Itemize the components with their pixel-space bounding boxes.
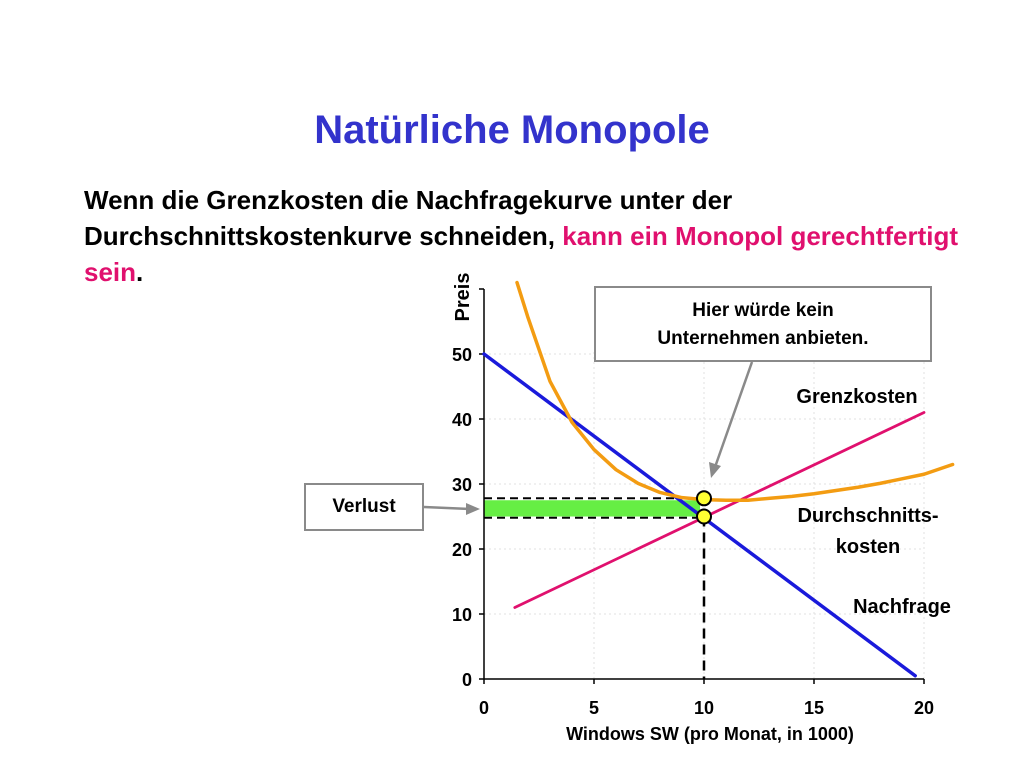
loss-area <box>484 500 700 516</box>
callout-top-line2: Unternehmen anbieten. <box>657 328 869 349</box>
x-tick-label: 20 <box>913 698 935 718</box>
y-tick-label: 20 <box>451 540 472 560</box>
series-label-nachfrage: Nachfrage <box>853 596 951 618</box>
series-label-grenzkosten: Grenzkosten <box>796 386 918 408</box>
callout-top-arrow <box>714 362 752 470</box>
intro-highlight: kann ein Monopol gerechtfertigt sein <box>84 221 959 287</box>
series-label-durchschnittskosten-2: kosten <box>835 536 901 558</box>
intro-end: . <box>136 257 144 287</box>
y-tick-label: 40 <box>451 410 472 430</box>
x-tick-label: 0 <box>478 698 490 718</box>
callout-top-arrowhead <box>709 462 721 478</box>
y-axis-label: Preis <box>452 272 474 322</box>
data-point <box>697 491 711 505</box>
callout-loss-arrow <box>424 507 470 509</box>
callout-loss: Verlust <box>304 483 424 531</box>
y-tick-label: 10 <box>451 605 472 625</box>
callout-no-supplier <box>594 286 932 362</box>
x-axis-label: Windows SW (pro Monat, in 1000) <box>566 724 854 744</box>
y-tick-label: 50 <box>451 345 472 365</box>
slide-title: Natürliche Monopole <box>314 108 710 152</box>
callout-loss-arrowhead <box>466 503 480 515</box>
series-label-durchschnittskosten-1: Durchschnitts- <box>797 505 939 527</box>
intro-part1: Wenn die Grenzkosten die Nachfragekurve unter der Durchschnittskostenkurve schneiden, <box>84 185 733 251</box>
data-point <box>697 510 711 524</box>
x-tick-label: 10 <box>693 698 715 718</box>
x-tick-label: 5 <box>588 698 600 718</box>
callout-top-line1: Hier würde kein <box>692 300 834 321</box>
y-tick-label: 0 <box>461 670 472 690</box>
y-tick-label: 30 <box>451 475 472 495</box>
x-tick-label: 15 <box>803 698 825 718</box>
